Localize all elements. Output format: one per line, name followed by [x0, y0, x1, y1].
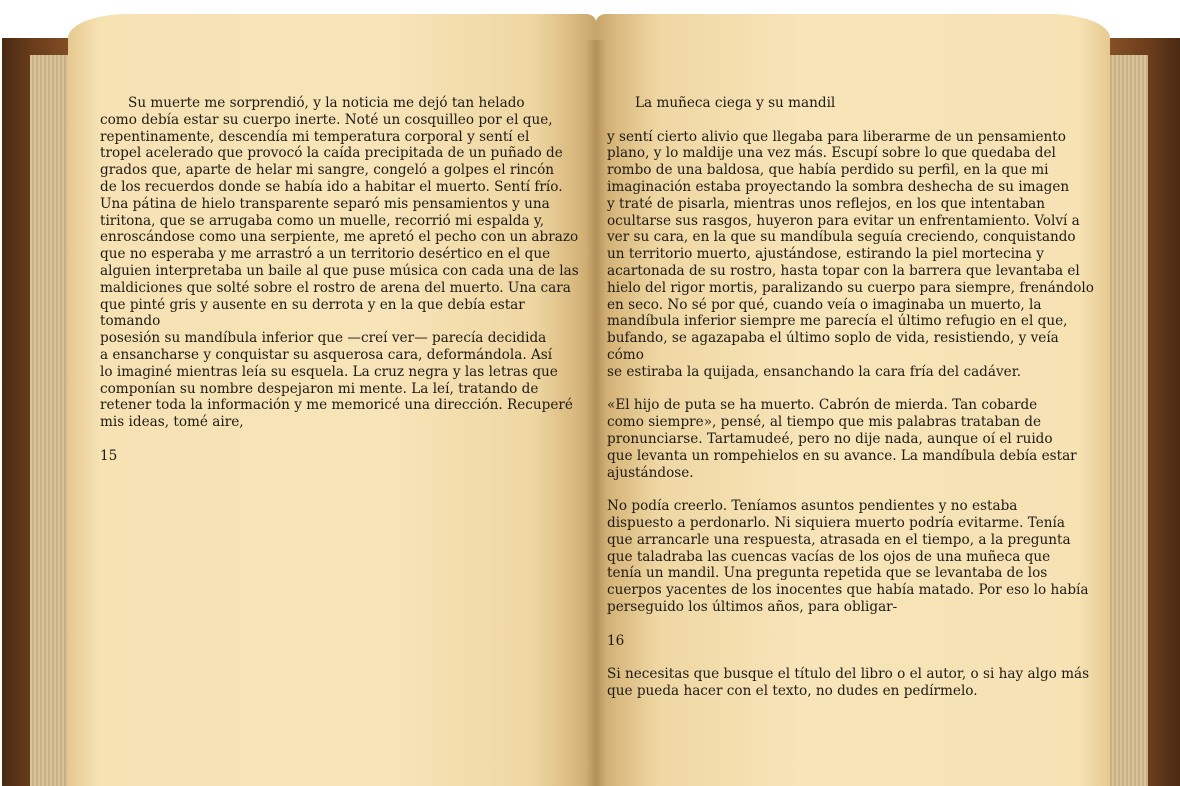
book-gutter — [586, 40, 606, 786]
right-page-paragraph-3: No podía creerlo. Teníamos asuntos pendientes y no estaba dispuesto a perdonarlo. Ni siquiera muerto podría evitarme. Tenía que arrancarle una respuesta, atrasada en el tiempo, a la pregunta que taladraba las cuencas vacías de los ojos de una muñeca que tenía un mandil. Una pregunta repetida que se levantaba de los cuerpos yacentes de los inocentes que había matado. Por eso lo había perseguido los últimos años, para obligar- — [607, 498, 1089, 615]
chapter-title: La muñeca ciega y su mandil — [635, 95, 836, 111]
right-page-text — [607, 95, 1097, 700]
left-page-paragraph: Su muerte me sorprendió, y la noticia me dejó tan helado como debía estar su cuerpo inerte. Noté un cosquilleo por el que, repentinamente, descendía mi temperatura corporal y sentí el tropel acelerado que provocó la caída precipitada de un puñado de grados que, aparte de helar mi sangre, congeló a golpes el rincón de los recuerdos donde se había ido a habitar el muerto. Sentí frío. Una pátina de hielo transparente separó mis pensamientos y una tiritona, que se arrugaba como un muelle, recorrió mi espalda y, enroscándose como una serpiente, me apretó el pecho con un abrazo que no esperaba y me arrastró a un territorio desértico en el que alguien interpretaba un baile al que puse música con cada una de las maldiciones que solté sobre el rostro de arena del muerto. Una cara que pinté gris y ausente en su derrota y en la que debía estar tomando posesión su mandíbula inferior que —creí ver— parecía decidida a ensancharse y conquistar su asquerosa cara, deformándola. Así lo imaginé mientras leía su esquela. La cruz negra y las letras que componían su nombre despejaron mi mente. La leí, tratando de retener toda la información y me memoricé una dirección. Recuperé mis ideas, tomé aire, — [100, 95, 579, 431]
right-page-paragraph-2: «El hijo de puta se ha muerto. Cabrón de mierda. Tan cobarde como siempre», pensé, al tiempo que mis palabras trataban de pronunciarse. Tartamudeé, pero no dije nada, aunque oí el ruido que levanta un rompehielos en su avance. La mandíbula debía estar ajustándose. — [607, 397, 1077, 481]
right-page-number: 16 — [607, 632, 625, 649]
left-page-number: 15 — [100, 447, 118, 464]
left-page-text — [100, 95, 585, 465]
right-page-note: Si necesitas que busque el título del libro o el autor, o si hay algo más que pueda hacer con el texto, no dudes en pedírmelo. — [607, 666, 1090, 699]
right-page-paragraph-1: y sentí cierto alivio que llegaba para liberarme de un pensamiento plano, y lo maldije una vez más. Escupí sobre lo que quedaba del rombo de una baldosa, que había perdido su perfil, en la que mi imaginación estaba proyectando la sombra deshecha de su imagen y traté de pisarla, mientras unos reflejos, en los que intentaban ocultarse sus rasgos, huyeron para evitar un enfrentamiento. Volví a ver su cara, en la que su mandíbula seguía creciendo, conquistando un territorio muerto, ajustándose, estirando la piel mortecina y acartonada de su rostro, hasta topar con la barrera que levantaba el hielo del rigor mortis, paralizando su cuerpo para siempre, frenándolo en seco. No sé por qué, cuando veía o imaginaba un muerto, la mandíbula inferior siempre me parecía el último refugio en el que, bufando, se agazapaba el último soplo de vida, resistiendo, y veía cómo se estiraba la quijada, ensanchando la cara fría del cadáver. — [607, 128, 1094, 380]
